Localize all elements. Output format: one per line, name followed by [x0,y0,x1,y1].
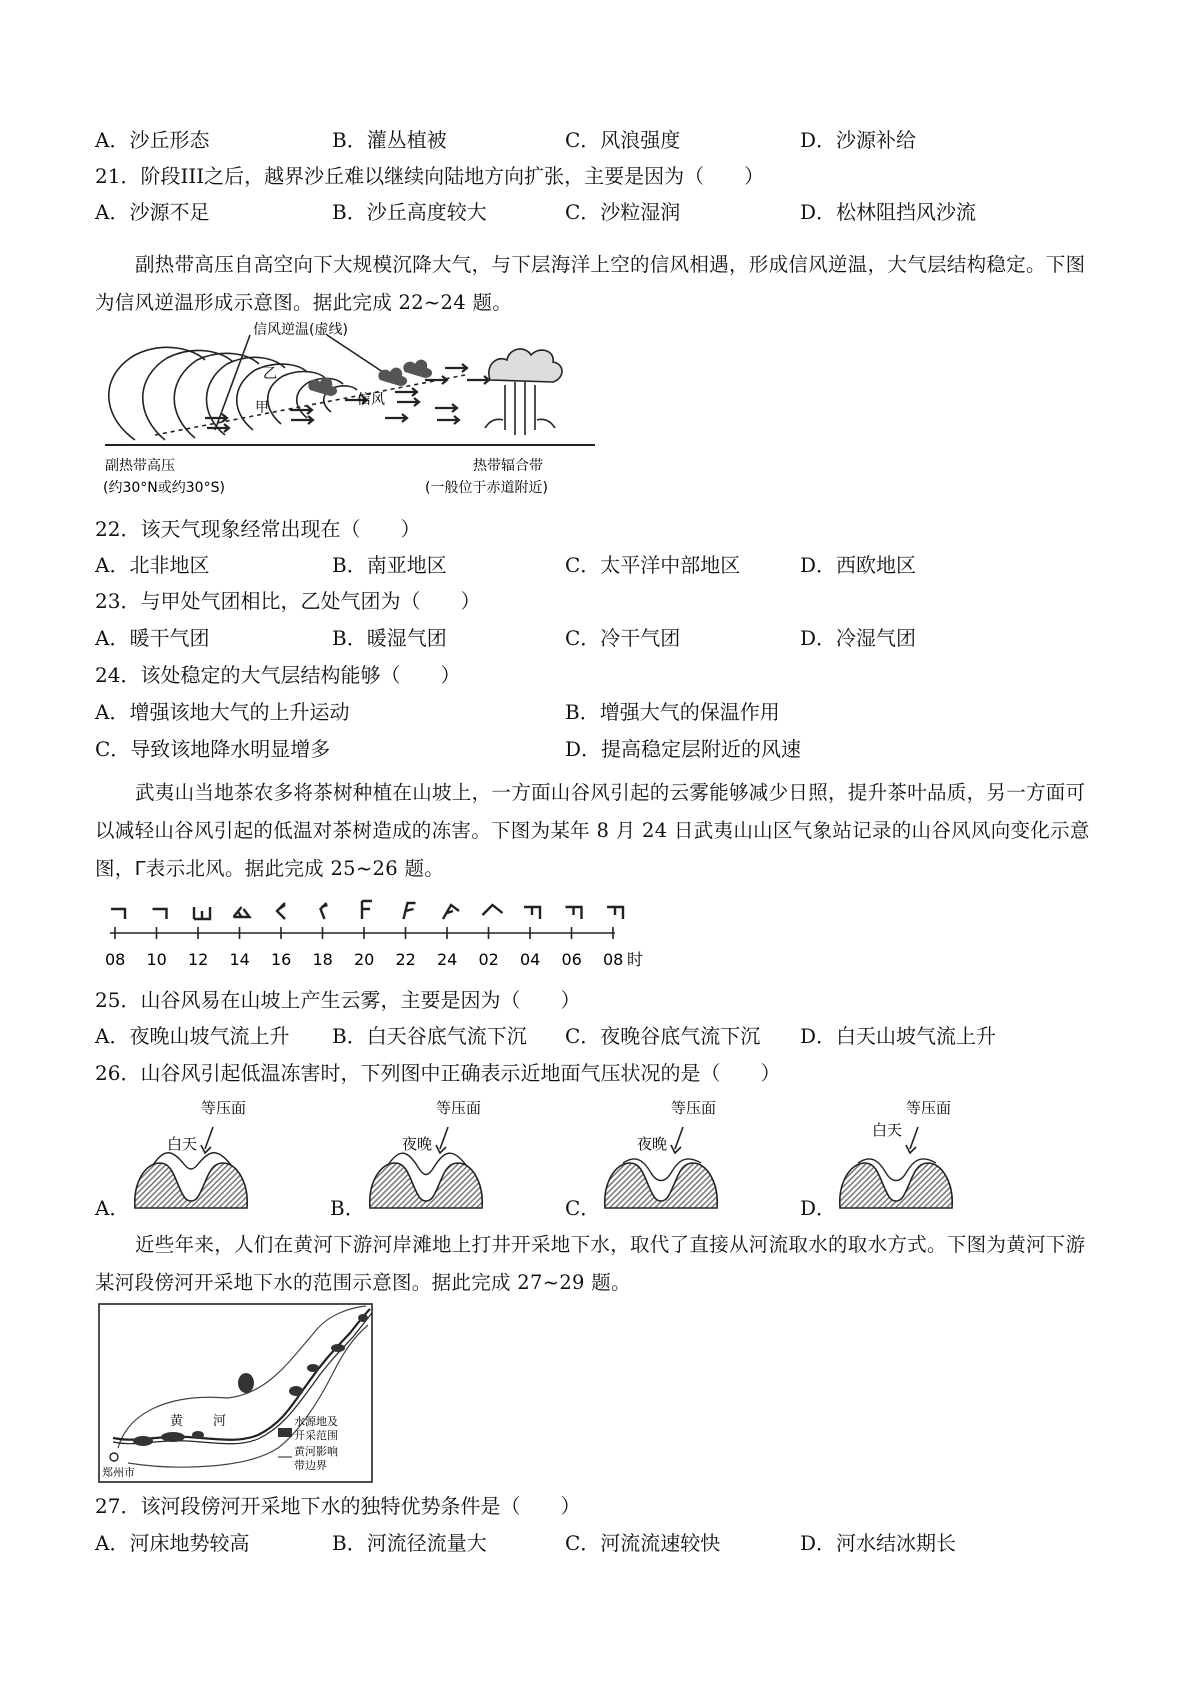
q26-panel-d [800,1093,980,1223]
q25-option-d: D．白天山坡气流上升 [800,1024,997,1048]
wind-axis-tick-label: 08 [603,950,624,969]
q26-panel-a-letter: A． [95,1196,130,1220]
fig-label-high-latitude: (约30°N或约30°S) [103,480,225,496]
q23-option-c: C．冷干气团 [565,626,681,650]
q26-stem: 26．山谷风引起低温冻害时，下列图中正确表示近地面气压状况的是（ ） [95,1061,781,1085]
fig-label-jia: 甲 [255,400,269,416]
wind-axis-tick-label: 20 [354,950,375,969]
wind-axis-tick-label: 04 [520,950,541,969]
wind-direction-symbol-icon [277,903,285,919]
passage-22-24: 副热带高压自高空向下大规模沉降大气，与下层海洋上空的信风相遇，形成信风逆温，大气层结构稳定。下图为信风逆温形成示意图。据此完成 22~24 题。 [95,253,1086,314]
fig-label-inversion: 信风逆温(虚线) [253,322,348,338]
wind-axis-tick-label: 24 [437,950,458,969]
q26-panel-b-isobar-label: 等压面 [436,1099,482,1117]
q26-panel-a-isobar-label: 等压面 [201,1099,247,1117]
q25-option-b: B．白天谷底气流下沉 [332,1024,527,1048]
wind-direction-symbol-icon [362,901,372,919]
q26-panel-c-letter: C． [565,1196,601,1220]
passage-25-26-part1: 武夷山当地茶农多将茶树种植在山坡上，一方面山谷风引起的云雾能够减少日照，提升茶叶品质，另一方面可以减轻山谷风引起的低温对茶树造成的冻害。下图为某年 8 月 24 日武夷山山区气象站记录的山谷风风向变化示意图， [95,781,1090,880]
q27-option-d: D．河水结冰期长 [800,1531,957,1555]
passage-25-26 [95,774,1105,888]
wind-axis-tick-label: 18 [312,950,333,969]
fig-label-itcz: 热带辐合带 [473,458,543,474]
wind-direction-symbol-icon [404,903,416,919]
figure-trade-wind-inversion [95,320,620,510]
wind-direction-symbol-icon [483,905,503,915]
wind-direction-symbol-icon [524,907,540,919]
wind-axis-tick-label: 10 [146,950,167,969]
q25-option-c: C．夜晚谷底气流下沉 [565,1024,761,1048]
q23-option-b: B．暖湿气团 [332,626,447,650]
wind-direction-symbol-icon [566,907,582,919]
q24-option-c: C．导致该地降水明显增多 [95,737,331,761]
city-marker-icon [110,1453,118,1461]
q22-option-c: C．太平洋中部地区 [565,553,741,577]
q26-panel-d-time-label: 白天 [872,1121,903,1139]
q21-option-b: B．沙丘高度较大 [332,200,487,224]
river-label-char2: 河 [213,1414,227,1429]
legend-source-line2: 开采范围 [294,1429,338,1442]
q24-option-b: B．增强大气的保温作用 [565,700,780,724]
wind-axis-tick-label: 02 [478,950,499,969]
q26-panel-c-time-label: 夜晚 [637,1135,668,1153]
q21-option-a: A．沙源不足 [95,200,210,224]
fig-label-itcz-location: (一般位于赤道附近) [425,480,548,496]
q21-option-d: D．松林阻挡风沙流 [800,200,977,224]
wind-direction-symbol-icon [607,907,623,919]
q22-stem: 22．该天气现象经常出现在（ ） [95,517,421,541]
q21-stem: 21．阶段III之后，越界沙丘难以继续向陆地方向扩张，主要是因为（ ） [95,164,765,188]
q22-option-b: B．南亚地区 [332,553,447,577]
q26-panel-d-isobar-label: 等压面 [906,1099,952,1117]
figure-wind-direction [95,895,655,975]
city-label: 郑州市 [102,1466,135,1479]
q25-option-a: A．夜晚山坡气流上升 [95,1024,290,1048]
q26-panel-a-time-label: 白天 [167,1135,198,1153]
fig-label-tradewind: 信风 [357,392,385,408]
q20-option-c: C．风浪强度 [565,128,681,152]
wind-direction-symbol-icon [234,907,250,917]
legend-boundary-line2: 带边界 [294,1459,327,1472]
fig-label-yi: 乙 [263,366,277,382]
q23-option-a: A．暖干气团 [95,626,210,650]
q24-stem: 24．该处稳定的大气层结构能够（ ） [95,663,461,687]
q25-stem: 25．山谷风易在山坡上产生云雾，主要是因为（ ） [95,988,581,1012]
q26-panel-c-isobar-label: 等压面 [671,1099,717,1117]
wind-axis-tick-label: 12 [188,950,209,969]
wind-axis-tick-label: 16 [271,950,292,969]
q20-option-d: D．沙源补给 [800,128,917,152]
wind-direction-symbol-icon [153,909,167,919]
wind-direction-symbol-icon [194,907,210,919]
wind-axis-unit: 时 [627,950,644,969]
legend-source-line1: 水源地及 [294,1415,338,1428]
q27-option-b: B．河流径流量大 [332,1531,487,1555]
q27-stem: 27．该河段傍河开采地下水的独特优势条件是（ ） [95,1494,581,1518]
q27-option-c: C．河流流速较快 [565,1531,721,1555]
fig-label-subtropical-high: 副热带高压 [105,458,175,474]
q21-option-c: C．沙粒湿润 [565,200,681,224]
q24-option-a: A．增强该地大气的上升运动 [95,700,350,724]
wind-axis-tick-label: 22 [395,950,416,969]
q26-panel-d-letter: D． [800,1196,837,1220]
wind-axis-tick-label: 08 [105,950,126,969]
q27-option-a: A．河床地势较高 [95,1531,250,1555]
q20-option-b: B．灌丛植被 [332,128,447,152]
q22-option-d: D．西欧地区 [800,553,917,577]
north-wind-symbol-icon: ᒥ [134,857,146,880]
passage-25-26-part2: 表示北风。据此完成 25~26 题。 [145,857,445,880]
q26-panel-c [565,1093,745,1223]
q26-panel-b-letter: B． [330,1196,365,1220]
figure-yellow-river-map [98,1303,373,1483]
wind-direction-symbol-icon [321,903,328,919]
q22-option-a: A．北非地区 [95,553,210,577]
q23-stem: 23．与甲处气团相比，乙处气团为（ ） [95,589,481,613]
wind-axis-tick-label: 06 [561,950,582,969]
q24-option-d: D．提高稳定层附近的风速 [565,737,802,761]
q26-panel-b-time-label: 夜晚 [402,1135,433,1153]
passage-27-29: 近些年来，人们在黄河下游河岸滩地上打井开采地下水，取代了直接从河流取水的取水方式。下图为黄河下游某河段傍河开采地下水的范围示意图。据此完成 27~29 题。 [95,1233,1086,1294]
wind-axis-tick-label: 14 [229,950,250,969]
wind-direction-symbol-icon [111,909,125,919]
q20-option-a: A．沙丘形态 [95,128,210,152]
q26-panel-b [330,1093,510,1223]
legend-boundary-line1: 黄河影响 [294,1445,338,1458]
wind-direction-symbol-icon [443,905,459,919]
river-label-char1: 黄 [170,1414,184,1429]
q26-panel-a [95,1093,275,1223]
q23-option-d: D．冷湿气团 [800,626,917,650]
